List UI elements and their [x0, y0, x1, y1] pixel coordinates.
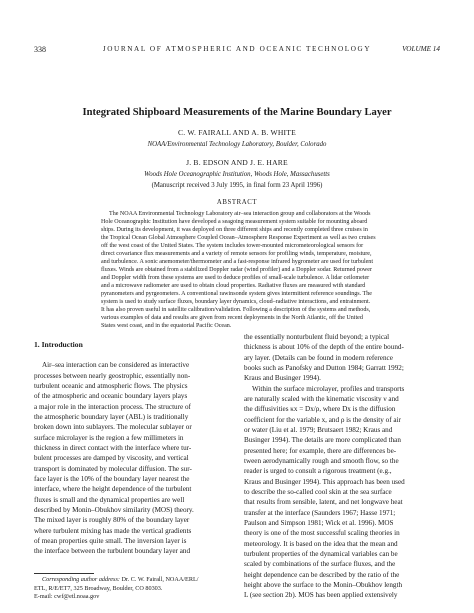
abstract-line: The NOAA Environmental Technology Laboratory air–sea interaction group and collaborators at the Woods	[109, 211, 371, 217]
footnote	[34, 576, 234, 602]
body-line: where turbulent mixing has made the vertical gradients	[34, 526, 192, 535]
body-line: Air–sea interaction can be considered as interactive	[42, 361, 190, 370]
footnote-email: E-mail: cwf@etl.noaa.gov	[34, 593, 100, 601]
body-line: bulent processes are damped by viscosity, and vertical	[34, 454, 189, 463]
body-line: tween aerodynamically rough and smooth flow, so the	[244, 456, 399, 465]
abstract-heading: ABSTRACT	[216, 199, 258, 206]
body-line: scaled by combinations of the surface fluxes, and the	[244, 560, 396, 569]
body-line: transport is dominated by molecular diffusion. The sur-	[34, 464, 192, 473]
body-line: the diffusivities κx = Dx/ρ, where Dx is the diffusion	[244, 405, 396, 414]
footnote-label: Corresponding author address:	[42, 576, 120, 583]
body-line: or water (Liu et al. 1979; Brutsaert 1982; Kraus and	[244, 425, 393, 434]
right-column	[244, 332, 444, 601]
body-line: presented here; for example, there are differences be-	[244, 446, 397, 455]
section-spacer	[34, 350, 234, 360]
abstract-line: and turbulence. A sonic anemometer/thermometer and a fast-response infrared hygrometer are used for turbulent	[101, 259, 374, 266]
body-line: described by Monin–Obukhov similarity (MOS) theory.	[34, 505, 194, 514]
body-line: Kraus and Businger 1994). This approach has been used	[244, 477, 405, 486]
footnote-address: ETL, R/E/ET7, 325 Broadway, Boulder, CO 80303.	[34, 584, 163, 592]
body-line: Paulson and Simpson 1981; Wick et al. 1996). MOS	[244, 518, 394, 527]
body-line: thickness in direct contact with the interface where tur-	[34, 443, 192, 452]
body-line: theory is one of the most successful scaling theories in	[244, 529, 400, 538]
body-line: books such as Panofsky and Dutton 1984; Garratt 1992;	[244, 363, 404, 372]
abstract-line: and a microwave radiometer are used to obtain cloud properties. Radiative fluxes are measured with standard	[101, 283, 366, 290]
body-line: face layer is the 10% of the boundary layer nearest the	[34, 474, 190, 483]
body-line: the interface between the turbulent boundary layer and	[34, 547, 191, 556]
abstract-line: It has also proven useful in satellite calibration/validation. Following a description of the systems and methods,	[101, 307, 371, 314]
body-line: interface, where the height dependence of the turbulent	[34, 485, 192, 494]
authors-group-1: C. W. FAIRALL AND A. B. WHITE	[178, 128, 296, 137]
body-line: height dependence can be described by the ratio of the	[244, 570, 400, 579]
body-line: transfer at the interface (Saunders 1967; Hasse 1971;	[244, 508, 396, 517]
volume-label: VOLUME 14	[402, 45, 440, 53]
abstract-line: Hole Oceanographic Institution have developed a seagoing measurement system suitable for mounting aboard	[101, 219, 368, 226]
article-title: Integrated Shipboard Measurements of the Marine Boundary Layer	[82, 107, 392, 118]
body-line: are naturally scaled with the kinematic viscosity ν and	[244, 394, 399, 403]
authors-group-2: J. B. EDSON AND J. E. HARE	[186, 158, 288, 167]
affiliation-1: NOAA/Environmental Technology Laboratory, Boulder, Colorado	[147, 141, 327, 148]
manuscript-dates: (Manuscript received 3 July 1995, in final form 23 April 1996)	[151, 182, 323, 189]
journal-name: JOURNAL OF ATMOSPHERIC AND OCEANIC TECHNOLOGY	[102, 45, 372, 53]
abstract-line: system is used to study surface fluxes, boundary layer dynamics, cloud–radiative interactions, and entrainment.	[101, 299, 371, 306]
abstract-line: pyranometers and pyrgeometers. A conventional rawinsonde system gives intermittent reference soundings. The	[101, 291, 372, 298]
abstract-line: the Tropical Ocean Global Atmosphere Coupled Ocean–Atmosphere Response Experiment as well as two cruises	[101, 235, 376, 242]
footnote-line-1	[34, 576, 234, 585]
body-line: fluxes is small and the dynamical properties are well	[34, 495, 185, 504]
body-line: coefficient for the variable x, and ρ is the density of air	[244, 415, 401, 424]
body-line: the atmospheric boundary layer (ABL) is traditionally	[34, 412, 189, 421]
page-number: 338	[34, 45, 46, 54]
body-line: meteorology. It is based on the idea that the mean and	[244, 539, 398, 548]
body-line: height above the surface to the Monin–Obukhov length	[244, 580, 403, 589]
left-column	[34, 340, 234, 557]
abstract-line: direct covariance flux measurements and a variety of remote sensors for profiling winds, temperature, moisture,	[101, 251, 372, 258]
footnote-name: Dr. C. W. Fairall, NOAA/ERL/	[121, 576, 199, 583]
footnote-rule	[34, 573, 94, 574]
body-line: Kraus and Businger 1994).	[244, 374, 321, 383]
abstract-line: States west coast, and in the equatorial Pacific Ocean.	[101, 323, 232, 330]
body-line: Within the surface microlayer, profiles and transports	[252, 384, 405, 393]
abstract-line: fluxes. Winds are obtained from a stabilized Doppler radar (wind profiler) and a Doppler sodar. Returned power	[101, 267, 372, 274]
body-line: turbulent oceanic and atmospheric flows. The physics	[34, 382, 188, 390]
body-line: to describe the so-called cool skin at the sea surface	[244, 487, 392, 496]
section-heading-text: 1. Introduction	[34, 340, 83, 349]
section-heading	[34, 340, 234, 350]
body-line: surface microlayer is the region a few millimeters in	[34, 433, 184, 442]
abstract-line: various examples of data and results are given from recent deployments in the North Atlantic, off the United	[101, 315, 363, 322]
body-line: that results from sensible, latent, and net longwave heat	[244, 498, 403, 507]
body-line: the essentially nonturbulent fluid beyond; a typical	[244, 333, 390, 341]
abstract-body	[101, 210, 376, 330]
body-line: processes between nearly geostrophic, essentially non-	[34, 371, 191, 380]
body-line: of the atmospheric and oceanic boundary layers plays	[34, 392, 188, 401]
abstract-line: and Doppler width from these systems are used to deduce profiles of small-scale turbulence. A lidar ceilometer	[101, 275, 370, 282]
body-line: a major role in the interaction process. The structure of	[34, 402, 191, 411]
body-line: of mean properties quite small. The inversion layer is	[34, 536, 187, 545]
body-line: broken down into sublayers. The molecular sublayer or	[34, 423, 192, 432]
body-line: ary layer. (Details can be found in modern reference	[244, 353, 393, 362]
body-line: The mixed layer is roughly 80% of the boundary layer	[34, 516, 190, 525]
affiliation-2: Woods Hole Oceanographic Institution, Woods Hole, Massachusetts	[144, 171, 330, 178]
abstract-line: off the west coast of the United States. The system includes tower-mounted micrometeorological sensors for	[101, 243, 364, 250]
body-line: L (see section 2b). MOS has been applied extensively	[244, 591, 398, 600]
body-line: turbulent properties of the dynamical variables can be	[244, 549, 398, 558]
body-line: thickness is about 10% of the depth of the entire bound-	[244, 343, 404, 352]
running-header	[34, 45, 440, 57]
body-line: Businger 1994). The details are more complicated than	[244, 436, 401, 445]
abstract-line: ships. During its development, it was deployed on three different ships and recently completed three cruises in	[101, 227, 368, 234]
body-line: reader is urged to consult a rigorous treatment (e.g.,	[244, 467, 392, 476]
